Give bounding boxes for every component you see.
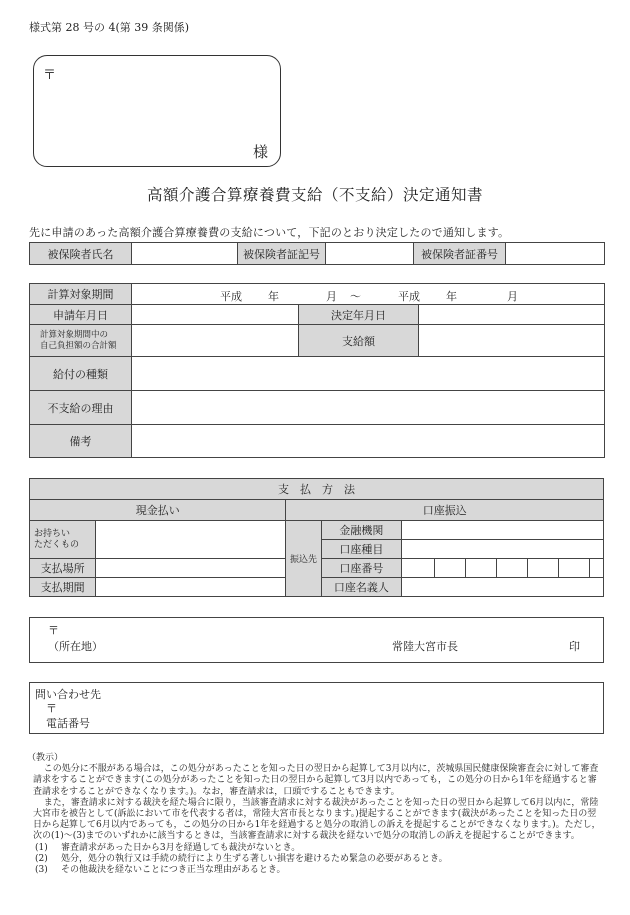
payment-period-value bbox=[96, 578, 286, 597]
payment-place-label: 支払場所 bbox=[30, 559, 96, 578]
benefit-type-label: 給付の種類 bbox=[30, 357, 132, 391]
period-era: 平成 bbox=[220, 290, 242, 303]
instructions-paragraph-2: また，審査請求に対する裁決を経た場合に限り，当該審査請求に対する裁決があったことを知った日の翌日から起算して6月以内に，常陸大宮市を被告として(訴訟において市を代表する者は，常陸大宮市長となります。)提起することができます(裁決があったことを知った日の翌日から起算して6月以内であっても，この処分の日から1年を経過すると処分の取消しの訴えを提起することができなくなります。)。ただし，次の(1)～(3)までのいずれかに該当するときは，当該審査請求に対する裁決を経ないで処分の取消しの訴えを提起することができます。 bbox=[33, 797, 601, 842]
period-year: 年 bbox=[268, 290, 279, 303]
postal-mark: 〒 bbox=[43, 68, 57, 83]
cert-symbol-value bbox=[326, 243, 414, 265]
bank-label: 金融機関 bbox=[321, 521, 402, 540]
insured-name-value bbox=[132, 243, 238, 265]
inquiry-phone-label: 電話番号 bbox=[46, 717, 90, 730]
non-payment-reason-label: 不支給の理由 bbox=[30, 391, 132, 425]
period-month: 月 bbox=[326, 290, 337, 303]
instructions-paragraph-1: この処分に不服がある場合は，この処分があったことを知った日の翌日から起算して3月以内に，茨城県国民健康保険審査会に対して審査請求をすることができます(この処分があったことを知った日の翌日から起算して3月以内であっても，この処分の日から1年を経過すると審査請求をすることができなくなります。)。なお，審査請求は，口頭ですることもできます。 bbox=[33, 764, 599, 797]
self-pay-total-value bbox=[132, 325, 299, 357]
form-number: 様式第 28 号の 4(第 39 条関係) bbox=[29, 21, 190, 34]
transfer-header: 口座振込 bbox=[286, 500, 604, 521]
bring-items-value bbox=[96, 521, 286, 559]
account-type-value bbox=[402, 540, 604, 559]
account-number-digit bbox=[559, 559, 590, 578]
account-number-label: 口座番号 bbox=[321, 559, 402, 578]
account-number-digit bbox=[402, 559, 435, 578]
cash-header: 現金払い bbox=[30, 500, 286, 521]
payment-amount-label: 支給額 bbox=[299, 325, 419, 357]
seal-mark: 印 bbox=[569, 640, 580, 653]
cert-number-label: 被保険者証番号 bbox=[414, 243, 506, 265]
account-number-digit bbox=[528, 559, 559, 578]
period-value bbox=[132, 284, 605, 305]
benefit-type-value bbox=[132, 357, 605, 391]
transfer-to-label: 振込先 bbox=[286, 521, 321, 597]
inquiry-box bbox=[29, 682, 604, 734]
account-holder-label: 口座名義人 bbox=[321, 578, 402, 597]
bring-items-label: お持ちい ただくもの bbox=[30, 521, 96, 559]
cert-number-value bbox=[506, 243, 605, 265]
decision-date-label: 決定年月日 bbox=[299, 305, 419, 325]
account-number-digit bbox=[466, 559, 497, 578]
account-holder-value bbox=[402, 578, 604, 597]
account-number-digit bbox=[497, 559, 528, 578]
payment-amount-value bbox=[419, 325, 605, 357]
period-label: 計算対象期間 bbox=[30, 284, 132, 305]
remarks-label: 備考 bbox=[30, 425, 132, 458]
instructions-heading: （教示） bbox=[27, 753, 64, 763]
calculation-table bbox=[29, 283, 605, 458]
account-number-digit bbox=[435, 559, 466, 578]
bank-value bbox=[402, 521, 604, 540]
inquiry-label: 問い合わせ先 bbox=[35, 688, 101, 701]
instructions-item: (1) 審査請求があった日から3月を経過しても裁決がないとき。 bbox=[35, 842, 301, 853]
period-month-end: 月 bbox=[507, 290, 518, 303]
decision-date-value bbox=[419, 305, 605, 325]
issuer-box bbox=[29, 617, 604, 663]
payment-place-value bbox=[96, 559, 286, 578]
payment-method-table bbox=[29, 478, 604, 597]
period-tilde: ～ bbox=[350, 290, 361, 303]
application-date-value bbox=[132, 305, 299, 325]
cert-symbol-label: 被保険者証記号 bbox=[238, 243, 326, 265]
inquiry-postal-mark: 〒 bbox=[46, 702, 57, 715]
payment-method-header: 支 払 方 法 bbox=[30, 479, 604, 500]
document-title: 高額介護合算療養費支給（不支給）決定通知書 bbox=[146, 186, 483, 204]
recipient-address-box bbox=[33, 55, 281, 167]
honorific-suffix: 様 bbox=[252, 143, 268, 161]
period-year-end: 年 bbox=[446, 290, 457, 303]
account-type-label: 口座種目 bbox=[321, 540, 402, 559]
payment-period-label: 支払期間 bbox=[30, 578, 96, 597]
application-date-label: 申請年月日 bbox=[30, 305, 132, 325]
insured-name-label: 被保険者氏名 bbox=[30, 243, 132, 265]
self-pay-total-label: 計算対象期間中の 自己負担額の合計額 bbox=[30, 325, 132, 357]
mayor-name: 常陸大宮市長 bbox=[392, 640, 458, 653]
insured-table bbox=[29, 242, 605, 265]
issuer-location-label: （所在地） bbox=[48, 640, 103, 653]
period-era-end: 平成 bbox=[398, 290, 420, 303]
issuer-postal-mark: 〒 bbox=[48, 624, 59, 637]
account-number-digit bbox=[590, 559, 604, 578]
instructions-item: (2) 処分，処分の執行又は手続の続行により生ずる著しい損害を避けるため緊急の必要があるとき。 bbox=[35, 853, 448, 864]
instructions-item: (3) その他裁決を経ないことにつき正当な理由があるとき。 bbox=[35, 865, 286, 876]
remarks-value bbox=[132, 425, 605, 458]
intro-text: 先に申請のあった高額介護合算療養費の支給について，下記のとおり決定したので通知します。 bbox=[29, 226, 510, 239]
instructions-section bbox=[27, 753, 603, 876]
non-payment-reason-value bbox=[132, 391, 605, 425]
